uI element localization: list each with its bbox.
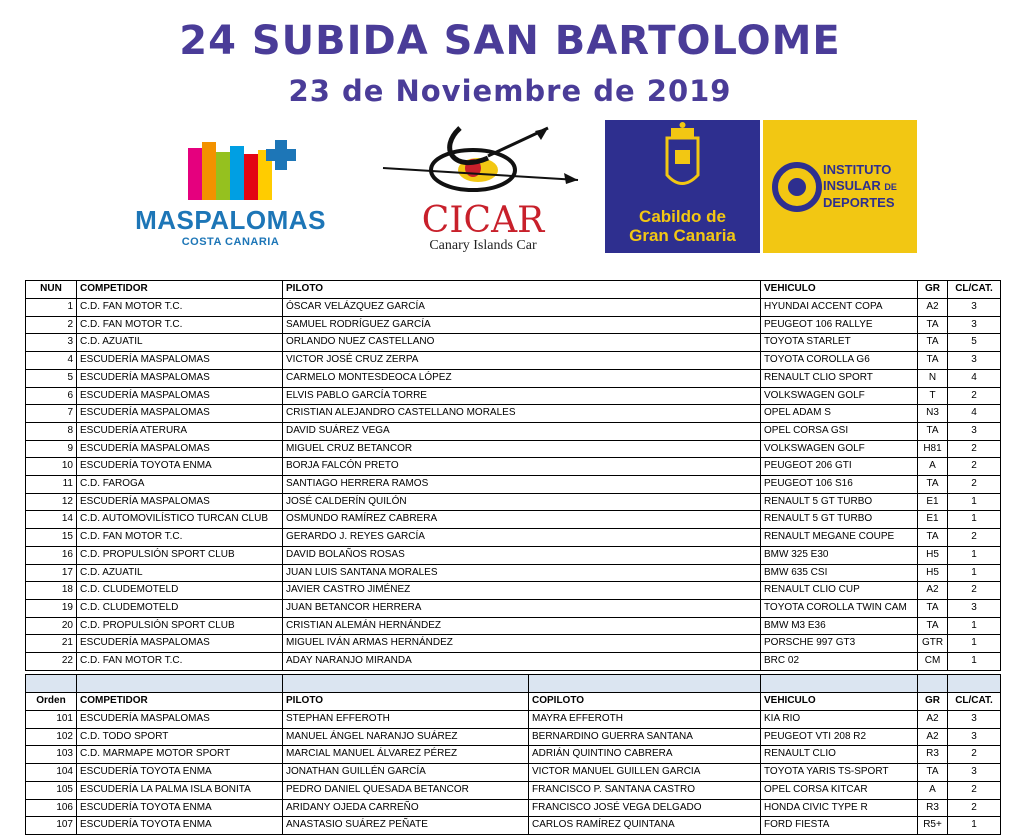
table-row: [26, 405, 1001, 423]
iid-line2: INSULAR: [823, 178, 881, 193]
cell-competidor: ESCUDERÍA ATERURA: [77, 422, 283, 440]
cabildo-line2: Gran Canaria: [629, 226, 736, 245]
cell-competidor: C.D. FAN MOTOR T.C.: [77, 299, 283, 317]
event-title: 24 SUBIDA SAN BARTOLOME: [179, 18, 841, 64]
cell-vehiculo: TOYOTA COROLLA TWIN CAM: [761, 599, 918, 617]
cell-orden: 104: [26, 764, 77, 782]
cell-clcat: 5: [948, 334, 1001, 352]
cell-piloto: MIGUEL CRUZ BETANCOR: [283, 440, 761, 458]
table-row: [26, 422, 1001, 440]
cell-vehiculo: OPEL CORSA GSI: [761, 422, 918, 440]
cell-competidor: C.D. MARMAPE MOTOR SPORT: [77, 746, 283, 764]
cell-num: 4: [26, 352, 77, 370]
cell-copiloto: ADRIÁN QUINTINO CABRERA: [529, 746, 761, 764]
header-num: NUN: [26, 281, 77, 299]
cell-num: 20: [26, 617, 77, 635]
cell-gr: TA: [918, 316, 948, 334]
drivers-table-header: [26, 281, 1001, 299]
cell-piloto: SAMUEL RODRÍGUEZ GARCÍA: [283, 316, 761, 334]
cell-competidor: C.D. PROPULSIÓN SPORT CLUB: [77, 617, 283, 635]
cell-num: 3: [26, 334, 77, 352]
cell-copiloto: FRANCISCO JOSÉ VEGA DELGADO: [529, 799, 761, 817]
table-row: [26, 511, 1001, 529]
instituto-name: [823, 162, 917, 211]
header-clcat: CL/CAT.: [948, 281, 1001, 299]
table-row: [26, 369, 1001, 387]
cell-competidor: ESCUDERÍA MASPALOMAS: [77, 635, 283, 653]
cell-gr: A: [918, 781, 948, 799]
cabildo-logo: [605, 120, 760, 253]
table-row: [26, 781, 1001, 799]
cell-piloto: VICTOR JOSÉ CRUZ ZERPA: [283, 352, 761, 370]
cell-vehiculo: RENAULT 5 GT TURBO: [761, 493, 918, 511]
cell-copiloto: CARLOS RAMÍREZ QUINTANA: [529, 817, 761, 835]
cell-clcat: 2: [948, 458, 1001, 476]
cell-clcat: 1: [948, 546, 1001, 564]
cell-clcat: 4: [948, 405, 1001, 423]
cell-gr: H5: [918, 564, 948, 582]
cell-clcat: 1: [948, 511, 1001, 529]
cell-clcat: 1: [948, 653, 1001, 671]
cell-gr: R3: [918, 746, 948, 764]
cell-vehiculo: PEUGEOT 106 S16: [761, 476, 918, 494]
cell-vehiculo: TOYOTA YARIS TS-SPORT: [761, 764, 918, 782]
cicar-name: CICAR: [421, 200, 545, 241]
cell-vehiculo: VOLKSWAGEN GOLF: [761, 440, 918, 458]
cell-clcat: 1: [948, 617, 1001, 635]
cell-clcat: 2: [948, 799, 1001, 817]
cell-competidor: ESCUDERÍA MASPALOMAS: [77, 711, 283, 729]
table-row: [26, 582, 1001, 600]
cell-piloto: CRISTIAN ALEJANDRO CASTELLANO MORALES: [283, 405, 761, 423]
cell-gr: GTR: [918, 635, 948, 653]
cell-num: 11: [26, 476, 77, 494]
cell-clcat: 2: [948, 387, 1001, 405]
cell-clcat: 2: [948, 476, 1001, 494]
cell-num: 2: [26, 316, 77, 334]
cell-competidor: ESCUDERÍA TOYOTA ENMA: [77, 799, 283, 817]
cell-vehiculo: BRC 02: [761, 653, 918, 671]
cell-vehiculo: PEUGEOT VTI 208 R2: [761, 728, 918, 746]
cell-vehiculo: PEUGEOT 206 GTI: [761, 458, 918, 476]
table-row: [26, 653, 1001, 671]
cell-piloto: ORLANDO NUEZ CASTELLANO: [283, 334, 761, 352]
cell-gr: R3: [918, 799, 948, 817]
cell-gr: E1: [918, 511, 948, 529]
cell-num: 10: [26, 458, 77, 476]
cell-clcat: 3: [948, 316, 1001, 334]
cell-copiloto: MAYRA EFFEROTH: [529, 711, 761, 729]
cell-piloto: JONATHAN GUILLÉN GARCÍA: [283, 764, 529, 782]
cell-orden: 107: [26, 817, 77, 835]
cell-gr: TA: [918, 334, 948, 352]
cell-competidor: C.D. CLUDEMOTELD: [77, 599, 283, 617]
cell-vehiculo: RENAULT CLIO SPORT: [761, 369, 918, 387]
cell-piloto: PEDRO DANIEL QUESADA BETANCOR: [283, 781, 529, 799]
cell-competidor: ESCUDERÍA MASPALOMAS: [77, 493, 283, 511]
cell-clcat: 2: [948, 746, 1001, 764]
cell-gr: TA: [918, 476, 948, 494]
cell-competidor: C.D. FAN MOTOR T.C.: [77, 529, 283, 547]
cell-clcat: 1: [948, 564, 1001, 582]
cell-gr: E1: [918, 493, 948, 511]
cell-gr: TA: [918, 529, 948, 547]
table-row: [26, 799, 1001, 817]
cell-vehiculo: RENAULT CLIO CUP: [761, 582, 918, 600]
header-vehiculo: VEHICULO: [761, 281, 918, 299]
instituto-insular-logo: [763, 120, 917, 253]
cell-competidor: ESCUDERÍA MASPALOMAS: [77, 387, 283, 405]
cell-num: 7: [26, 405, 77, 423]
cell-num: 22: [26, 653, 77, 671]
cell-gr: A2: [918, 299, 948, 317]
cell-vehiculo: RENAULT 5 GT TURBO: [761, 511, 918, 529]
cell-vehiculo: TOYOTA COROLLA G6: [761, 352, 918, 370]
cell-vehiculo: BMW 325 E30: [761, 546, 918, 564]
header-vehiculo: VEHICULO: [761, 693, 918, 711]
cell-competidor: C.D. TODO SPORT: [77, 728, 283, 746]
cell-piloto: ANASTASIO SUÁREZ PEÑATE: [283, 817, 529, 835]
cell-vehiculo: BMW 635 CSI: [761, 564, 918, 582]
cell-gr: TA: [918, 764, 948, 782]
table-row: [26, 387, 1001, 405]
cell-num: 16: [26, 546, 77, 564]
section-separator: [26, 675, 1001, 693]
cell-vehiculo: PORSCHE 997 GT3: [761, 635, 918, 653]
cell-clcat: 3: [948, 299, 1001, 317]
cell-gr: A2: [918, 728, 948, 746]
cicar-arrow-icon: [378, 118, 588, 203]
cell-competidor: ESCUDERÍA TOYOTA ENMA: [77, 817, 283, 835]
crews-table-header: [26, 693, 1001, 711]
cell-gr: CM: [918, 653, 948, 671]
maspalomas-logo: [118, 130, 343, 250]
cell-competidor: C.D. AZUATIL: [77, 334, 283, 352]
table-row: [26, 817, 1001, 835]
cell-num: 12: [26, 493, 77, 511]
cell-piloto: JAVIER CASTRO JIMÉNEZ: [283, 582, 761, 600]
cell-competidor: C.D. PROPULSIÓN SPORT CLUB: [77, 546, 283, 564]
table-row: [26, 316, 1001, 334]
cell-vehiculo: FORD FIESTA: [761, 817, 918, 835]
cell-clcat: 2: [948, 529, 1001, 547]
cell-clcat: 1: [948, 635, 1001, 653]
table-row: [26, 299, 1001, 317]
cell-piloto: GERARDO J. REYES GARCÍA: [283, 529, 761, 547]
cicar-sub: Canary Islands Car: [429, 238, 537, 253]
cell-num: 8: [26, 422, 77, 440]
cell-competidor: ESCUDERÍA LA PALMA ISLA BONITA: [77, 781, 283, 799]
table-row: [26, 728, 1001, 746]
cell-num: 18: [26, 582, 77, 600]
cell-competidor: ESCUDERÍA MASPALOMAS: [77, 352, 283, 370]
cell-competidor: ESCUDERÍA MASPALOMAS: [77, 405, 283, 423]
cabildo-line1: Cabildo de: [639, 207, 726, 226]
cell-gr: A2: [918, 711, 948, 729]
maspalomas-name: MASPALOMAS: [135, 205, 326, 235]
table-row: [26, 476, 1001, 494]
cell-competidor: ESCUDERÍA MASPALOMAS: [77, 369, 283, 387]
cell-piloto: CRISTIAN ALEMÁN HERNÁNDEZ: [283, 617, 761, 635]
drivers-table: [25, 280, 1001, 671]
cell-competidor: C.D. FAN MOTOR T.C.: [77, 653, 283, 671]
cell-piloto: ADAY NARANJO MIRANDA: [283, 653, 761, 671]
cell-piloto: JUAN BETANCOR HERRERA: [283, 599, 761, 617]
cell-competidor: C.D. FAROGA: [77, 476, 283, 494]
cell-num: 5: [26, 369, 77, 387]
crews-table: [25, 674, 1001, 835]
cell-vehiculo: BMW M3 E36: [761, 617, 918, 635]
cell-num: 6: [26, 387, 77, 405]
cell-num: 14: [26, 511, 77, 529]
cell-piloto: ÓSCAR VELÁZQUEZ GARCÍA: [283, 299, 761, 317]
cicar-logo: [378, 118, 588, 258]
cell-gr: N3: [918, 405, 948, 423]
cell-clcat: 2: [948, 582, 1001, 600]
cell-vehiculo: PEUGEOT 106 RALLYE: [761, 316, 918, 334]
cell-vehiculo: RENAULT MEGANE COUPE: [761, 529, 918, 547]
cell-clcat: 3: [948, 764, 1001, 782]
cell-competidor: ESCUDERÍA TOYOTA ENMA: [77, 458, 283, 476]
cell-piloto: ELVIS PABLO GARCÍA TORRE: [283, 387, 761, 405]
cell-vehiculo: RENAULT CLIO: [761, 746, 918, 764]
table-row: [26, 635, 1001, 653]
cell-gr: T: [918, 387, 948, 405]
table-row: [26, 711, 1001, 729]
cell-clcat: 3: [948, 352, 1001, 370]
cell-copiloto: FRANCISCO P. SANTANA CASTRO: [529, 781, 761, 799]
cell-clcat: 3: [948, 728, 1001, 746]
iid-line3: DEPORTES: [823, 195, 895, 210]
cell-competidor: C.D. AZUATIL: [77, 564, 283, 582]
header-gr: GR: [918, 693, 948, 711]
cell-vehiculo: HONDA CIVIC TYPE R: [761, 799, 918, 817]
cell-piloto: JOSÉ CALDERÍN QUILÓN: [283, 493, 761, 511]
cell-num: 1: [26, 299, 77, 317]
cell-piloto: MARCIAL MANUEL ÁLVAREZ PÉREZ: [283, 746, 529, 764]
header-clcat: CL/CAT.: [948, 693, 1001, 711]
header-piloto: PILOTO: [283, 281, 761, 299]
cell-gr: A: [918, 458, 948, 476]
cell-clcat: 3: [948, 711, 1001, 729]
table-row: [26, 440, 1001, 458]
cell-competidor: C.D. FAN MOTOR T.C.: [77, 316, 283, 334]
cell-piloto: OSMUNDO RAMÍREZ CABRERA: [283, 511, 761, 529]
cell-copiloto: BERNARDINO GUERRA SANTANA: [529, 728, 761, 746]
maspalomas-sub: COSTA CANARIA: [181, 236, 280, 248]
coat-of-arms-icon: [605, 120, 760, 205]
cell-gr: TA: [918, 422, 948, 440]
cell-orden: 103: [26, 746, 77, 764]
cell-piloto: BORJA FALCÓN PRETO: [283, 458, 761, 476]
cell-clcat: 1: [948, 817, 1001, 835]
cell-piloto: SANTIAGO HERRERA RAMOS: [283, 476, 761, 494]
cell-clcat: 3: [948, 599, 1001, 617]
cell-orden: 105: [26, 781, 77, 799]
cell-copiloto: VICTOR MANUEL GUILLEN GARCIA: [529, 764, 761, 782]
table-row: [26, 352, 1001, 370]
cell-gr: TA: [918, 617, 948, 635]
cell-vehiculo: OPEL ADAM S: [761, 405, 918, 423]
header-competidor: COMPETIDOR: [77, 281, 283, 299]
cell-clcat: 2: [948, 781, 1001, 799]
cell-vehiculo: OPEL CORSA KITCAR: [761, 781, 918, 799]
table-row: [26, 493, 1001, 511]
cell-gr: TA: [918, 599, 948, 617]
iid-line2b: DE: [884, 182, 897, 192]
cell-vehiculo: KIA RIO: [761, 711, 918, 729]
header-gr: GR: [918, 281, 948, 299]
maspalomas-m-icon: [118, 130, 343, 205]
header-piloto: PILOTO: [283, 693, 529, 711]
table-row: [26, 764, 1001, 782]
cell-piloto: MANUEL ÁNGEL NARANJO SUÁREZ: [283, 728, 529, 746]
cell-clcat: 3: [948, 422, 1001, 440]
cell-vehiculo: HYUNDAI ACCENT COPA: [761, 299, 918, 317]
cell-vehiculo: TOYOTA STARLET: [761, 334, 918, 352]
cell-gr: H5: [918, 546, 948, 564]
cell-gr: N: [918, 369, 948, 387]
header-orden: Orden: [26, 693, 77, 711]
table-row: [26, 334, 1001, 352]
iid-line1: INSTITUTO: [823, 162, 892, 177]
cell-orden: 102: [26, 728, 77, 746]
table-row: [26, 458, 1001, 476]
table-row: [26, 746, 1001, 764]
cell-gr: A2: [918, 582, 948, 600]
cell-num: 21: [26, 635, 77, 653]
cabildo-name: [605, 207, 760, 245]
header-copiloto: COPILOTO: [529, 693, 761, 711]
cell-clcat: 4: [948, 369, 1001, 387]
cell-clcat: 2: [948, 440, 1001, 458]
table-row: [26, 529, 1001, 547]
cell-num: 9: [26, 440, 77, 458]
cell-piloto: ARIDANY OJEDA CARREÑO: [283, 799, 529, 817]
header-competidor: COMPETIDOR: [77, 693, 283, 711]
event-date: 23 de Noviembre de 2019: [288, 74, 732, 108]
table-row: [26, 599, 1001, 617]
table-row: [26, 546, 1001, 564]
cell-competidor: ESCUDERÍA MASPALOMAS: [77, 440, 283, 458]
cell-piloto: DAVID SUÁREZ VEGA: [283, 422, 761, 440]
cell-gr: R5+: [918, 817, 948, 835]
cell-orden: 106: [26, 799, 77, 817]
cell-piloto: MIGUEL IVÁN ARMAS HERNÁNDEZ: [283, 635, 761, 653]
table-row: [26, 564, 1001, 582]
cell-gr: H81: [918, 440, 948, 458]
cell-clcat: 1: [948, 493, 1001, 511]
cell-piloto: JUAN LUIS SANTANA MORALES: [283, 564, 761, 582]
cell-piloto: STEPHAN EFFEROTH: [283, 711, 529, 729]
table-row: [26, 617, 1001, 635]
cell-competidor: C.D. CLUDEMOTELD: [77, 582, 283, 600]
cell-piloto: DAVID BOLAÑOS ROSAS: [283, 546, 761, 564]
cell-num: 17: [26, 564, 77, 582]
cell-competidor: C.D. AUTOMOVILÍSTICO TURCAN CLUB: [77, 511, 283, 529]
cell-gr: TA: [918, 352, 948, 370]
cell-num: 15: [26, 529, 77, 547]
cell-num: 19: [26, 599, 77, 617]
cell-piloto: CARMELO MONTESDEOCA LÓPEZ: [283, 369, 761, 387]
cell-competidor: ESCUDERÍA TOYOTA ENMA: [77, 764, 283, 782]
cell-vehiculo: VOLKSWAGEN GOLF: [761, 387, 918, 405]
cell-orden: 101: [26, 711, 77, 729]
